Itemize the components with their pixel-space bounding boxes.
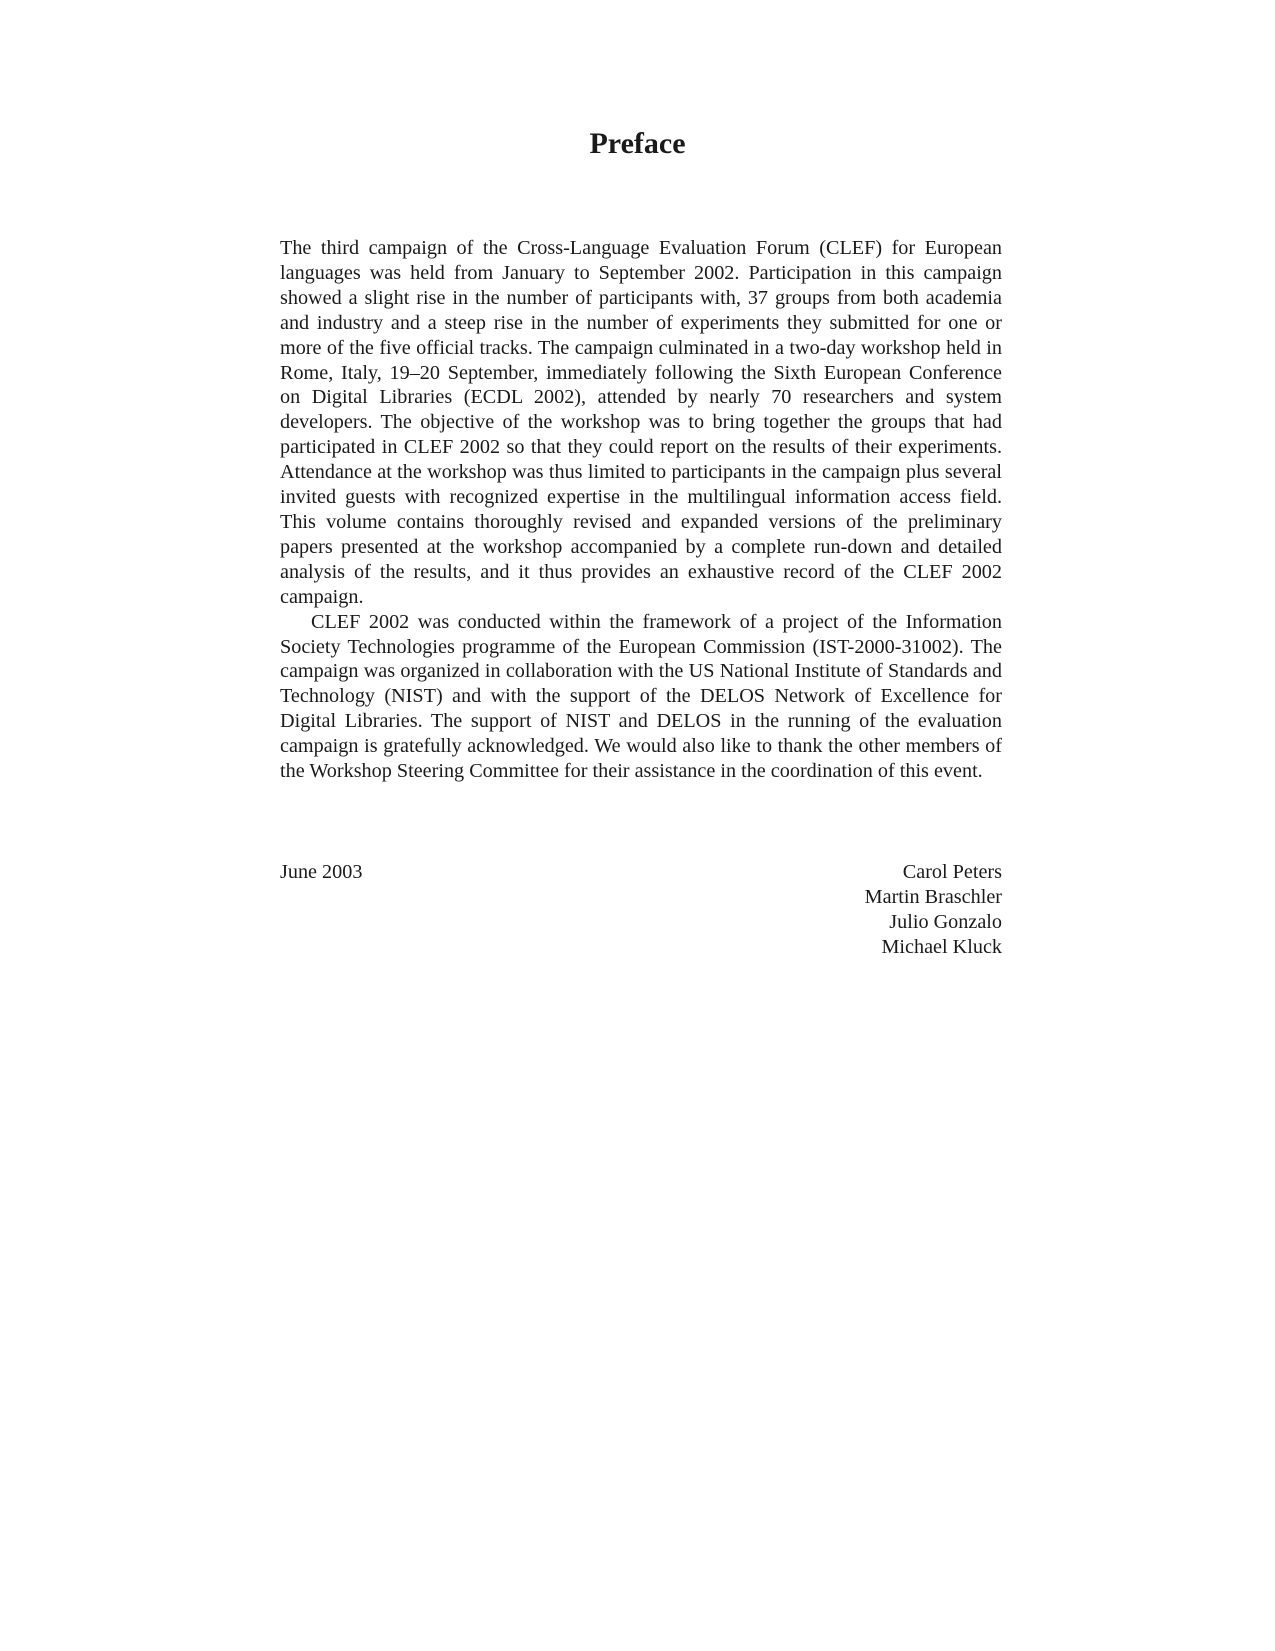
author-name: Martin Braschler [864,885,1002,908]
paragraph-1: The third campaign of the Cross-Language Evaluation Forum (CLEF) for European languages was held from January to September 2002. Participation in this campaign showed a slight rise in the number of participants with, 37 groups from both academia and industry and a steep rise in the number of experiments they submitted for one or more of the five official tracks. The campaign culminated in a two-day workshop held in Rome, Italy, 19–20 September, immediately following the Sixth European Conference on Digital Libraries (ECDL 2002), attended by nearly 70 researchers and system developers. The objective of the workshop was to bring together the groups that had participated in CLEF 2002 so that they could report on the results of their experiments. Attendance at the workshop was thus limited to participants in the campaign plus several invited guests with recognized expertise in the multilingual information access field. This volume contains thoroughly revised and expanded versions of the preliminary papers presented at the workshop accompanied by a complete run-down and detailed analysis of the results, and it thus provides an exhaustive record of the CLEF 2002 campaign. [280,237,1002,608]
author-name: Julio Gonzalo [889,910,1002,933]
page-title: Preface [589,127,686,160]
author-name: Carol Peters [902,861,1002,883]
author-list [865,860,1002,960]
author-name: Michael Kluck [881,935,1002,958]
paragraph-2: CLEF 2002 was conducted within the framework of a project of the Information Society Technologies programme of the European Commission (IST-2000-31002). The campaign was organized in collaboration with the US National Institute of Standards and Technology (NIST) and with the support of the DELOS Network of Excellence for Digital Libraries. The support of NIST and DELOS in the running of the evaluation campaign is gratefully acknowledged. We would also like to thank the other members of the Workshop Steering Committee for their assistance in the coordination of this event. [280,610,1002,783]
signoff [280,860,1002,960]
date: June 2003 [280,861,363,883]
preface-body [280,236,1002,784]
